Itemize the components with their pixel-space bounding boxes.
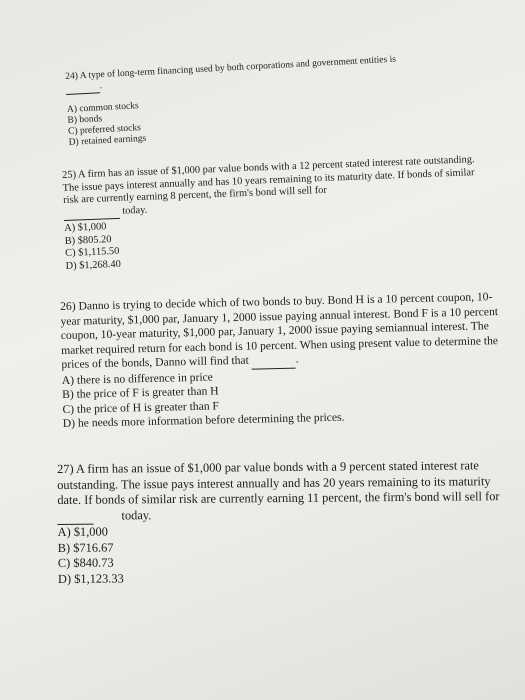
choice-d: D) $1,123.33 (57, 570, 124, 586)
choice-a: A) common stocks (66, 101, 139, 115)
choice-d: D) he needs more information before determining the prices. (62, 410, 345, 430)
question-27-choices (58, 521, 504, 587)
question-24 (65, 50, 488, 149)
answer-blank (252, 353, 296, 369)
answer-blank (66, 81, 101, 95)
question-26-choices (62, 363, 503, 431)
choice-c: C) the price of H is greater than F (62, 398, 220, 416)
question-27 (57, 458, 503, 587)
choice-d: D) retained earnings (68, 133, 147, 148)
choice-c: C) $840.73 (57, 555, 114, 570)
choice-a: A) $1,000 (57, 524, 108, 539)
choice-a: A) $1,000 (64, 221, 107, 234)
choice-c: C) preferred stocks (67, 123, 142, 137)
answer-blank (63, 205, 119, 221)
question-26-stem: 26) Danno is trying to decide which of two bonds to buy. Bond H is a 10 percent coupon, 10-year maturity, $1,000 par, January 1, 2000 issue paying annual interest. Bond F is a 10 percent coupon, 10-year maturity, $1,000 par, January 1, 2000 issue paying semiannual interest. The market required return for each bond is 10 percent. When using present value to determine the prices of the bonds, Danno will find that . (60, 290, 499, 371)
question-25-stem: 25) A firm has an issue of $1,000 par value bonds with a 12 percent stated interest rate outstanding. The issue pays interest annually and has 10 years remaining to its maturity date. If bonds of similar risk are currently earning 8 percent, the firm's bond will sell for today. (62, 153, 494, 220)
choice-c: C) $1,115.50 (64, 245, 120, 259)
choice-b: B) the price of F is greater than H (61, 384, 219, 401)
choice-b: B) $716.67 (57, 540, 114, 555)
question-26 (60, 290, 503, 431)
choice-b: B) bonds (67, 114, 103, 126)
question-27-stem: 27) A firm has an issue of $1,000 par value bonds with a 9 percent stated interest rate outstanding. The issue pays interest annually and has 20 years remaining to its maturity date. If bonds of similar risk are currently earning 11 percent, the firm's bond will sell for today. (57, 458, 503, 525)
answer-blank (57, 508, 93, 525)
question-25 (62, 153, 496, 272)
choice-b: B) $805.20 (64, 233, 112, 247)
choice-a: A) there is no difference in price (61, 370, 214, 387)
question-24-choices (67, 83, 489, 149)
choice-d: D) $1,268.40 (65, 258, 121, 272)
question-24-stem: 24) A type of long-term financing used by both corporations and government entities is . (65, 50, 486, 95)
